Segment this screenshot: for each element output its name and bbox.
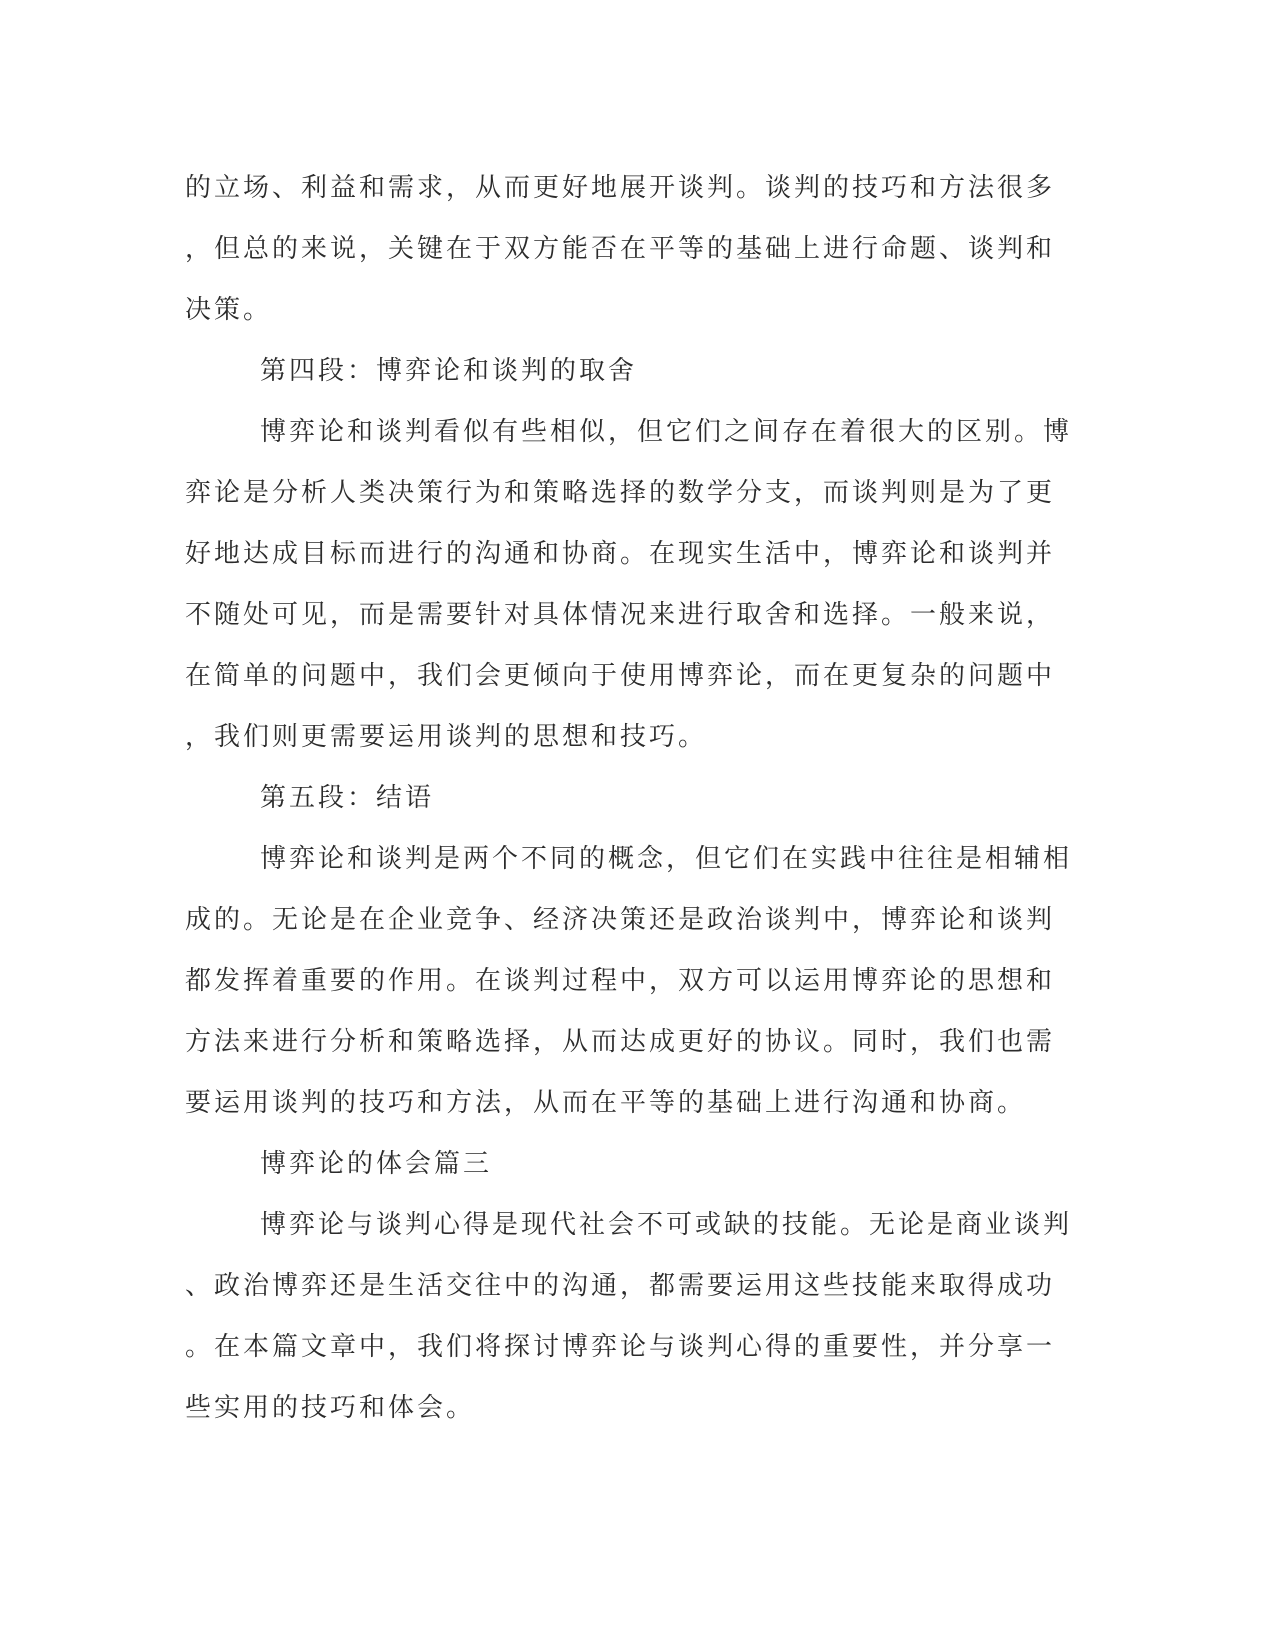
text-line: 的立场、利益和需求，从而更好地展开谈判。谈判的技巧和方法很多 [185, 173, 1056, 203]
text-line: 弈论是分析人类决策行为和策略选择的数学分支，而谈判则是为了更 [185, 478, 1056, 508]
paragraph-intro-part-three [185, 1195, 1073, 1439]
paragraph-conclusion [185, 829, 1073, 1134]
text-line: 都发挥着重要的作用。在谈判过程中，双方可以运用博弈论的思想和 [185, 966, 1056, 996]
document-body [185, 158, 1073, 1439]
paragraph-game-theory-vs-negotiation [185, 402, 1073, 768]
text-line: 博弈论和谈判是两个不同的概念，但它们在实践中往往是相辅相 [260, 844, 1073, 874]
text-line: 。在本篇文章中，我们将探讨博弈论与谈判心得的重要性，并分享一 [185, 1332, 1056, 1362]
text-line: ，但总的来说，关键在于双方能否在平等的基础上进行命题、谈判和 [185, 234, 1056, 264]
text-line: 博弈论与谈判心得是现代社会不可或缺的技能。无论是商业谈判 [260, 1210, 1073, 1240]
text-line: 在简单的问题中，我们会更倾向于使用博弈论，而在更复杂的问题中 [185, 661, 1056, 691]
text-line: 方法来进行分析和策略选择，从而达成更好的协议。同时，我们也需 [185, 1027, 1056, 1057]
text-line: 好地达成目标而进行的沟通和协商。在现实生活中，博弈论和谈判并 [185, 539, 1056, 569]
text-line: 要运用谈判的技巧和方法，从而在平等的基础上进行沟通和协商。 [185, 1088, 1027, 1118]
text-line: ，我们则更需要运用谈判的思想和技巧。 [185, 722, 708, 752]
section-heading-4: 第四段：博弈论和谈判的取舍 [260, 356, 638, 386]
text-line: 些实用的技巧和体会。 [185, 1393, 476, 1423]
text-line: 决策。 [185, 295, 273, 325]
text-line: 成的。无论是在企业竞争、经济决策还是政治谈判中，博弈论和谈判 [185, 905, 1056, 935]
section-heading-5: 第五段：结语 [260, 783, 435, 813]
paragraph-continued [185, 158, 1065, 341]
text-line: 不随处可见，而是需要针对具体情况来进行取舍和选择。一般来说， [185, 600, 1056, 630]
text-line: 博弈论和谈判看似有些相似，但它们之间存在着很大的区别。博 [260, 417, 1073, 447]
article-section-title: 博弈论的体会篇三 [260, 1149, 493, 1179]
text-line: 、政治博弈还是生活交往中的沟通，都需要运用这些技能来取得成功 [185, 1271, 1056, 1301]
